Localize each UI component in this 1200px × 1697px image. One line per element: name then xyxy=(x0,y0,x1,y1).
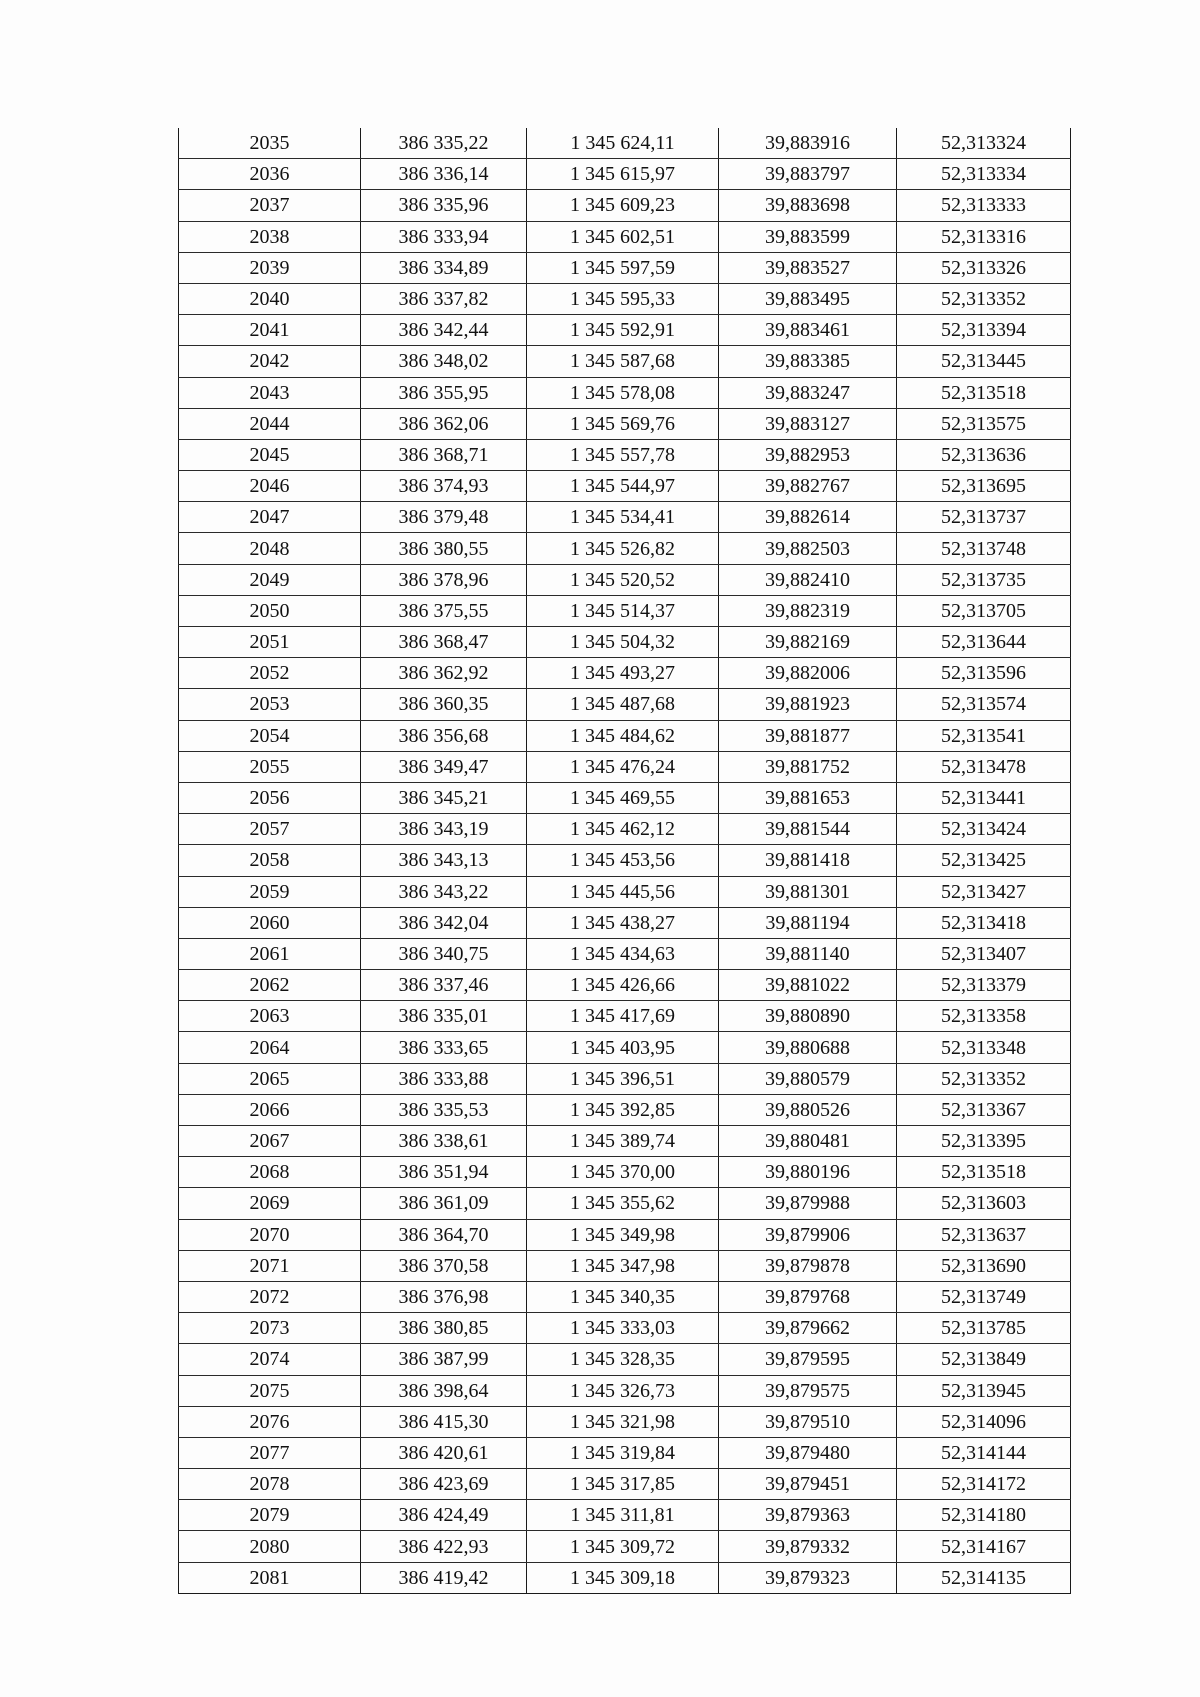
latitude-cell: 52,313395 xyxy=(897,1126,1071,1157)
point-number-cell: 2058 xyxy=(179,845,361,876)
y-coordinate-cell: 1 345 587,68 xyxy=(527,346,719,377)
x-coordinate-cell: 386 376,98 xyxy=(361,1281,527,1312)
point-number-cell: 2078 xyxy=(179,1469,361,1500)
latitude-cell: 52,313427 xyxy=(897,876,1071,907)
longitude-cell: 39,883797 xyxy=(719,159,897,190)
latitude-cell: 52,313748 xyxy=(897,533,1071,564)
table-row xyxy=(179,346,1071,377)
table-row xyxy=(179,1188,1071,1219)
latitude-cell: 52,314096 xyxy=(897,1406,1071,1437)
y-coordinate-cell: 1 345 476,24 xyxy=(527,751,719,782)
latitude-cell: 52,313637 xyxy=(897,1219,1071,1250)
longitude-cell: 39,881544 xyxy=(719,814,897,845)
y-coordinate-cell: 1 345 624,11 xyxy=(527,128,719,159)
y-coordinate-cell: 1 345 493,27 xyxy=(527,658,719,689)
point-number-cell: 2062 xyxy=(179,970,361,1001)
y-coordinate-cell: 1 345 615,97 xyxy=(527,159,719,190)
latitude-cell: 52,313644 xyxy=(897,627,1071,658)
latitude-cell: 52,313690 xyxy=(897,1250,1071,1281)
point-number-cell: 2069 xyxy=(179,1188,361,1219)
y-coordinate-cell: 1 345 340,35 xyxy=(527,1281,719,1312)
table-row xyxy=(179,1063,1071,1094)
table-row xyxy=(179,1344,1071,1375)
point-number-cell: 2071 xyxy=(179,1250,361,1281)
longitude-cell: 39,879768 xyxy=(719,1281,897,1312)
x-coordinate-cell: 386 349,47 xyxy=(361,751,527,782)
point-number-cell: 2073 xyxy=(179,1313,361,1344)
y-coordinate-cell: 1 345 609,23 xyxy=(527,190,719,221)
point-number-cell: 2035 xyxy=(179,128,361,159)
x-coordinate-cell: 386 370,58 xyxy=(361,1250,527,1281)
y-coordinate-cell: 1 345 317,85 xyxy=(527,1469,719,1500)
y-coordinate-cell: 1 345 309,18 xyxy=(527,1562,719,1593)
table-row xyxy=(179,1469,1071,1500)
longitude-cell: 39,881140 xyxy=(719,938,897,969)
point-number-cell: 2067 xyxy=(179,1126,361,1157)
x-coordinate-cell: 386 338,61 xyxy=(361,1126,527,1157)
x-coordinate-cell: 386 337,82 xyxy=(361,283,527,314)
latitude-cell: 52,313735 xyxy=(897,564,1071,595)
x-coordinate-cell: 386 422,93 xyxy=(361,1531,527,1562)
longitude-cell: 39,882767 xyxy=(719,471,897,502)
table-row xyxy=(179,533,1071,564)
longitude-cell: 39,882169 xyxy=(719,627,897,658)
x-coordinate-cell: 386 348,02 xyxy=(361,346,527,377)
point-number-cell: 2057 xyxy=(179,814,361,845)
longitude-cell: 39,883495 xyxy=(719,283,897,314)
latitude-cell: 52,313478 xyxy=(897,751,1071,782)
table-row xyxy=(179,627,1071,658)
point-number-cell: 2063 xyxy=(179,1001,361,1032)
x-coordinate-cell: 386 335,01 xyxy=(361,1001,527,1032)
point-number-cell: 2080 xyxy=(179,1531,361,1562)
latitude-cell: 52,313352 xyxy=(897,1063,1071,1094)
table-row xyxy=(179,938,1071,969)
table-row xyxy=(179,689,1071,720)
x-coordinate-cell: 386 398,64 xyxy=(361,1375,527,1406)
point-number-cell: 2081 xyxy=(179,1562,361,1593)
y-coordinate-cell: 1 345 578,08 xyxy=(527,377,719,408)
x-coordinate-cell: 386 361,09 xyxy=(361,1188,527,1219)
point-number-cell: 2049 xyxy=(179,564,361,595)
latitude-cell: 52,313326 xyxy=(897,252,1071,283)
table-row xyxy=(179,315,1071,346)
x-coordinate-cell: 386 368,71 xyxy=(361,439,527,470)
y-coordinate-cell: 1 345 534,41 xyxy=(527,502,719,533)
latitude-cell: 52,313348 xyxy=(897,1032,1071,1063)
longitude-cell: 39,879595 xyxy=(719,1344,897,1375)
y-coordinate-cell: 1 345 595,33 xyxy=(527,283,719,314)
point-number-cell: 2044 xyxy=(179,408,361,439)
x-coordinate-cell: 386 375,55 xyxy=(361,595,527,626)
point-number-cell: 2047 xyxy=(179,502,361,533)
longitude-cell: 39,879510 xyxy=(719,1406,897,1437)
coordinates-table xyxy=(178,128,1071,1594)
table-row xyxy=(179,1281,1071,1312)
latitude-cell: 52,313352 xyxy=(897,283,1071,314)
latitude-cell: 52,313324 xyxy=(897,128,1071,159)
longitude-cell: 39,882006 xyxy=(719,658,897,689)
x-coordinate-cell: 386 379,48 xyxy=(361,502,527,533)
table-row xyxy=(179,564,1071,595)
point-number-cell: 2039 xyxy=(179,252,361,283)
x-coordinate-cell: 386 368,47 xyxy=(361,627,527,658)
longitude-cell: 39,879662 xyxy=(719,1313,897,1344)
point-number-cell: 2043 xyxy=(179,377,361,408)
point-number-cell: 2037 xyxy=(179,190,361,221)
y-coordinate-cell: 1 345 569,76 xyxy=(527,408,719,439)
point-number-cell: 2050 xyxy=(179,595,361,626)
longitude-cell: 39,881022 xyxy=(719,970,897,1001)
x-coordinate-cell: 386 340,75 xyxy=(361,938,527,969)
longitude-cell: 39,880526 xyxy=(719,1094,897,1125)
y-coordinate-cell: 1 345 484,62 xyxy=(527,720,719,751)
latitude-cell: 52,313334 xyxy=(897,159,1071,190)
point-number-cell: 2036 xyxy=(179,159,361,190)
latitude-cell: 52,313394 xyxy=(897,315,1071,346)
x-coordinate-cell: 386 362,92 xyxy=(361,658,527,689)
latitude-cell: 52,313596 xyxy=(897,658,1071,689)
table-row xyxy=(179,970,1071,1001)
table-row xyxy=(179,876,1071,907)
x-coordinate-cell: 386 335,22 xyxy=(361,128,527,159)
x-coordinate-cell: 386 336,14 xyxy=(361,159,527,190)
latitude-cell: 52,313316 xyxy=(897,221,1071,252)
y-coordinate-cell: 1 345 469,55 xyxy=(527,782,719,813)
longitude-cell: 39,883599 xyxy=(719,221,897,252)
longitude-cell: 39,881418 xyxy=(719,845,897,876)
y-coordinate-cell: 1 345 426,66 xyxy=(527,970,719,1001)
latitude-cell: 52,313945 xyxy=(897,1375,1071,1406)
latitude-cell: 52,313358 xyxy=(897,1001,1071,1032)
x-coordinate-cell: 386 356,68 xyxy=(361,720,527,751)
latitude-cell: 52,313737 xyxy=(897,502,1071,533)
longitude-cell: 39,881877 xyxy=(719,720,897,751)
x-coordinate-cell: 386 380,55 xyxy=(361,533,527,564)
longitude-cell: 39,881194 xyxy=(719,907,897,938)
x-coordinate-cell: 386 342,04 xyxy=(361,907,527,938)
point-number-cell: 2065 xyxy=(179,1063,361,1094)
point-number-cell: 2064 xyxy=(179,1032,361,1063)
table-row xyxy=(179,751,1071,782)
y-coordinate-cell: 1 345 445,56 xyxy=(527,876,719,907)
latitude-cell: 52,314144 xyxy=(897,1437,1071,1468)
y-coordinate-cell: 1 345 597,59 xyxy=(527,252,719,283)
x-coordinate-cell: 386 380,85 xyxy=(361,1313,527,1344)
latitude-cell: 52,313518 xyxy=(897,377,1071,408)
y-coordinate-cell: 1 345 504,32 xyxy=(527,627,719,658)
y-coordinate-cell: 1 345 526,82 xyxy=(527,533,719,564)
y-coordinate-cell: 1 345 487,68 xyxy=(527,689,719,720)
point-number-cell: 2061 xyxy=(179,938,361,969)
latitude-cell: 52,314180 xyxy=(897,1500,1071,1531)
table-row xyxy=(179,1531,1071,1562)
longitude-cell: 39,883385 xyxy=(719,346,897,377)
longitude-cell: 39,881923 xyxy=(719,689,897,720)
table-row xyxy=(179,159,1071,190)
y-coordinate-cell: 1 345 333,03 xyxy=(527,1313,719,1344)
table-row xyxy=(179,408,1071,439)
latitude-cell: 52,313367 xyxy=(897,1094,1071,1125)
x-coordinate-cell: 386 333,65 xyxy=(361,1032,527,1063)
x-coordinate-cell: 386 364,70 xyxy=(361,1219,527,1250)
point-number-cell: 2042 xyxy=(179,346,361,377)
y-coordinate-cell: 1 345 544,97 xyxy=(527,471,719,502)
table-row xyxy=(179,1250,1071,1281)
table-row xyxy=(179,377,1071,408)
latitude-cell: 52,313695 xyxy=(897,471,1071,502)
table-row xyxy=(179,1032,1071,1063)
y-coordinate-cell: 1 345 592,91 xyxy=(527,315,719,346)
latitude-cell: 52,313575 xyxy=(897,408,1071,439)
latitude-cell: 52,314172 xyxy=(897,1469,1071,1500)
latitude-cell: 52,313333 xyxy=(897,190,1071,221)
table-row xyxy=(179,1562,1071,1593)
table-row xyxy=(179,845,1071,876)
longitude-cell: 39,879575 xyxy=(719,1375,897,1406)
x-coordinate-cell: 386 343,13 xyxy=(361,845,527,876)
y-coordinate-cell: 1 345 319,84 xyxy=(527,1437,719,1468)
latitude-cell: 52,313849 xyxy=(897,1344,1071,1375)
latitude-cell: 52,314167 xyxy=(897,1531,1071,1562)
table-row xyxy=(179,252,1071,283)
longitude-cell: 39,880579 xyxy=(719,1063,897,1094)
latitude-cell: 52,313636 xyxy=(897,439,1071,470)
point-number-cell: 2052 xyxy=(179,658,361,689)
y-coordinate-cell: 1 345 396,51 xyxy=(527,1063,719,1094)
y-coordinate-cell: 1 345 514,37 xyxy=(527,595,719,626)
longitude-cell: 39,880890 xyxy=(719,1001,897,1032)
y-coordinate-cell: 1 345 434,63 xyxy=(527,938,719,969)
longitude-cell: 39,879988 xyxy=(719,1188,897,1219)
longitude-cell: 39,882953 xyxy=(719,439,897,470)
table-row xyxy=(179,658,1071,689)
x-coordinate-cell: 386 355,95 xyxy=(361,377,527,408)
longitude-cell: 39,880688 xyxy=(719,1032,897,1063)
point-number-cell: 2079 xyxy=(179,1500,361,1531)
table-row xyxy=(179,1437,1071,1468)
longitude-cell: 39,883527 xyxy=(719,252,897,283)
latitude-cell: 52,313574 xyxy=(897,689,1071,720)
x-coordinate-cell: 386 345,21 xyxy=(361,782,527,813)
latitude-cell: 52,313705 xyxy=(897,595,1071,626)
table-row xyxy=(179,502,1071,533)
longitude-cell: 39,879363 xyxy=(719,1500,897,1531)
y-coordinate-cell: 1 345 417,69 xyxy=(527,1001,719,1032)
table-row xyxy=(179,1219,1071,1250)
point-number-cell: 2066 xyxy=(179,1094,361,1125)
table-row xyxy=(179,907,1071,938)
table-row xyxy=(179,221,1071,252)
point-number-cell: 2072 xyxy=(179,1281,361,1312)
table-row xyxy=(179,1500,1071,1531)
latitude-cell: 52,313379 xyxy=(897,970,1071,1001)
table-row xyxy=(179,1406,1071,1437)
longitude-cell: 39,883461 xyxy=(719,315,897,346)
longitude-cell: 39,882319 xyxy=(719,595,897,626)
latitude-cell: 52,313445 xyxy=(897,346,1071,377)
y-coordinate-cell: 1 345 453,56 xyxy=(527,845,719,876)
x-coordinate-cell: 386 343,22 xyxy=(361,876,527,907)
x-coordinate-cell: 386 362,06 xyxy=(361,408,527,439)
table-row xyxy=(179,439,1071,470)
longitude-cell: 39,881653 xyxy=(719,782,897,813)
longitude-cell: 39,882503 xyxy=(719,533,897,564)
x-coordinate-cell: 386 424,49 xyxy=(361,1500,527,1531)
y-coordinate-cell: 1 345 520,52 xyxy=(527,564,719,595)
longitude-cell: 39,879451 xyxy=(719,1469,897,1500)
x-coordinate-cell: 386 342,44 xyxy=(361,315,527,346)
y-coordinate-cell: 1 345 326,73 xyxy=(527,1375,719,1406)
table-row xyxy=(179,1001,1071,1032)
x-coordinate-cell: 386 360,35 xyxy=(361,689,527,720)
x-coordinate-cell: 386 351,94 xyxy=(361,1157,527,1188)
longitude-cell: 39,879906 xyxy=(719,1219,897,1250)
y-coordinate-cell: 1 345 557,78 xyxy=(527,439,719,470)
table-row xyxy=(179,190,1071,221)
point-number-cell: 2074 xyxy=(179,1344,361,1375)
x-coordinate-cell: 386 333,88 xyxy=(361,1063,527,1094)
table-row xyxy=(179,1313,1071,1344)
x-coordinate-cell: 386 419,42 xyxy=(361,1562,527,1593)
table-row xyxy=(179,471,1071,502)
longitude-cell: 39,882614 xyxy=(719,502,897,533)
point-number-cell: 2056 xyxy=(179,782,361,813)
table-row xyxy=(179,782,1071,813)
x-coordinate-cell: 386 423,69 xyxy=(361,1469,527,1500)
coordinates-table-body xyxy=(179,128,1071,1593)
longitude-cell: 39,883698 xyxy=(719,190,897,221)
longitude-cell: 39,880481 xyxy=(719,1126,897,1157)
latitude-cell: 52,314135 xyxy=(897,1562,1071,1593)
y-coordinate-cell: 1 345 347,98 xyxy=(527,1250,719,1281)
table-row xyxy=(179,1094,1071,1125)
y-coordinate-cell: 1 345 438,27 xyxy=(527,907,719,938)
point-number-cell: 2048 xyxy=(179,533,361,564)
table-row xyxy=(179,595,1071,626)
point-number-cell: 2075 xyxy=(179,1375,361,1406)
x-coordinate-cell: 386 374,93 xyxy=(361,471,527,502)
x-coordinate-cell: 386 337,46 xyxy=(361,970,527,1001)
y-coordinate-cell: 1 345 321,98 xyxy=(527,1406,719,1437)
point-number-cell: 2051 xyxy=(179,627,361,658)
y-coordinate-cell: 1 345 389,74 xyxy=(527,1126,719,1157)
table-row xyxy=(179,720,1071,751)
point-number-cell: 2070 xyxy=(179,1219,361,1250)
point-number-cell: 2055 xyxy=(179,751,361,782)
longitude-cell: 39,880196 xyxy=(719,1157,897,1188)
x-coordinate-cell: 386 333,94 xyxy=(361,221,527,252)
longitude-cell: 39,879480 xyxy=(719,1437,897,1468)
x-coordinate-cell: 386 335,96 xyxy=(361,190,527,221)
table-row xyxy=(179,1375,1071,1406)
point-number-cell: 2060 xyxy=(179,907,361,938)
point-number-cell: 2038 xyxy=(179,221,361,252)
point-number-cell: 2041 xyxy=(179,315,361,346)
longitude-cell: 39,882410 xyxy=(719,564,897,595)
longitude-cell: 39,881752 xyxy=(719,751,897,782)
x-coordinate-cell: 386 335,53 xyxy=(361,1094,527,1125)
table-row xyxy=(179,283,1071,314)
x-coordinate-cell: 386 343,19 xyxy=(361,814,527,845)
table-row xyxy=(179,814,1071,845)
y-coordinate-cell: 1 345 349,98 xyxy=(527,1219,719,1250)
x-coordinate-cell: 386 334,89 xyxy=(361,252,527,283)
point-number-cell: 2045 xyxy=(179,439,361,470)
y-coordinate-cell: 1 345 602,51 xyxy=(527,221,719,252)
latitude-cell: 52,313441 xyxy=(897,782,1071,813)
y-coordinate-cell: 1 345 403,95 xyxy=(527,1032,719,1063)
point-number-cell: 2046 xyxy=(179,471,361,502)
x-coordinate-cell: 386 387,99 xyxy=(361,1344,527,1375)
latitude-cell: 52,313425 xyxy=(897,845,1071,876)
latitude-cell: 52,313749 xyxy=(897,1281,1071,1312)
y-coordinate-cell: 1 345 462,12 xyxy=(527,814,719,845)
point-number-cell: 2059 xyxy=(179,876,361,907)
longitude-cell: 39,879878 xyxy=(719,1250,897,1281)
table-row xyxy=(179,1126,1071,1157)
point-number-cell: 2068 xyxy=(179,1157,361,1188)
y-coordinate-cell: 1 345 311,81 xyxy=(527,1500,719,1531)
latitude-cell: 52,313518 xyxy=(897,1157,1071,1188)
point-number-cell: 2077 xyxy=(179,1437,361,1468)
point-number-cell: 2054 xyxy=(179,720,361,751)
longitude-cell: 39,883127 xyxy=(719,408,897,439)
y-coordinate-cell: 1 345 392,85 xyxy=(527,1094,719,1125)
latitude-cell: 52,313407 xyxy=(897,938,1071,969)
latitude-cell: 52,313603 xyxy=(897,1188,1071,1219)
latitude-cell: 52,313424 xyxy=(897,814,1071,845)
latitude-cell: 52,313418 xyxy=(897,907,1071,938)
latitude-cell: 52,313541 xyxy=(897,720,1071,751)
latitude-cell: 52,313785 xyxy=(897,1313,1071,1344)
x-coordinate-cell: 386 378,96 xyxy=(361,564,527,595)
longitude-cell: 39,883916 xyxy=(719,128,897,159)
longitude-cell: 39,879332 xyxy=(719,1531,897,1562)
longitude-cell: 39,883247 xyxy=(719,377,897,408)
longitude-cell: 39,881301 xyxy=(719,876,897,907)
x-coordinate-cell: 386 420,61 xyxy=(361,1437,527,1468)
point-number-cell: 2076 xyxy=(179,1406,361,1437)
point-number-cell: 2053 xyxy=(179,689,361,720)
y-coordinate-cell: 1 345 328,35 xyxy=(527,1344,719,1375)
longitude-cell: 39,879323 xyxy=(719,1562,897,1593)
y-coordinate-cell: 1 345 355,62 xyxy=(527,1188,719,1219)
table-row xyxy=(179,128,1071,159)
y-coordinate-cell: 1 345 309,72 xyxy=(527,1531,719,1562)
point-number-cell: 2040 xyxy=(179,283,361,314)
x-coordinate-cell: 386 415,30 xyxy=(361,1406,527,1437)
y-coordinate-cell: 1 345 370,00 xyxy=(527,1157,719,1188)
table-row xyxy=(179,1157,1071,1188)
